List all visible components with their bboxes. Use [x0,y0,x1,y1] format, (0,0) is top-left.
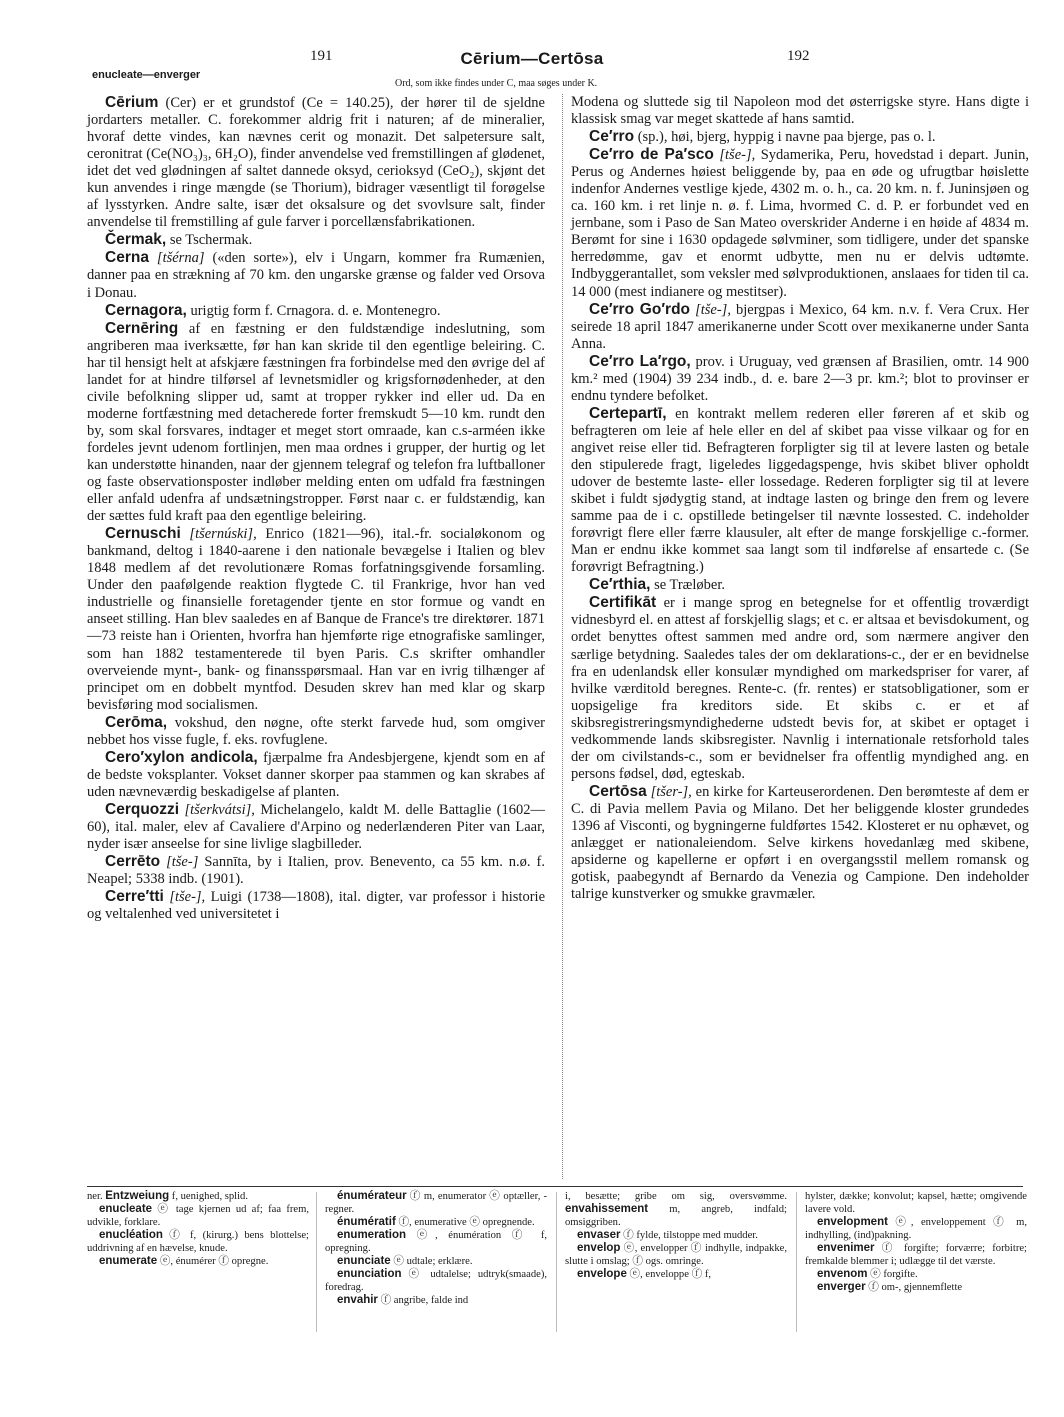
entry-text: af en fæstning er den fuldstændige indeslutning, som angriberen maa iverksætte, før han kan skride til den egentlige beleiring. C. har til hensigt helt at afskjære fæstningen fra forbindelse med den øvrige del af landet for at hindre tilførsel af levnetsmidler og krigsfornødenheder, at den civile befolkning slipper ud, samt at tropper rykker ind eller ud. Da en moderne fortfæstning med detacherede forter fremskudt 5—10 km. rundt den by, som skal forsvares, indtager et meget stort omraade, kan c.s-arméen ikke fordeles jevnt udenom fortlinjen, men maa ordnes i grupper, der hurtig og let kan understøtte hinanden, naar der gjennem telegraf og telefon fra luftballoner og faste observationsposter indløber melding enten om udfald fra fæstningen eller anfald udenfra af undsætningstropper. Først naar c. er fuldstændig, kan der sættes fuld kraft paa den egentlige beleiring. [87,320,545,525]
glossary-item [805,1281,1027,1294]
gloss-word: envenom [817,1268,868,1280]
gloss-text: ⓕ m, enumerator ⓔ optæller, -regner. [325,1191,547,1215]
headword: Cerquozzi [105,800,180,818]
gloss-word: enunciation [337,1268,402,1280]
gloss-text: ⓕ forgifte; forværre; forbitre; fremkalde blemmer i; udlægge til det værste. [805,1243,1027,1267]
headword: Certifikāt [589,594,657,612]
entry-cerretti-continued [571,94,1029,128]
entry-text: (Cer) er et grundstof (Ce = 140.25), der hører til de sjeldne jordarters metaller. C. forekommer aldrig frit i naturen; af de mineralier, hvoraf dette vindes, kan nævnes cerit og monazit. Det salpetersure salt, ceronitrat (Ce(NO₃)₃, 6H₂O), finder anvendelse ved fremstillingen af glødenet, idet det ved glødningen af saltet dannede oksyd, cerioksyd (CeO₂), skjønt det kun anvendes i ringe mængde (se Thorium), bidrager væsentligt til forøgelse af lysstyrken. Andre salte, især det oksalsure og det svovlsure salt, finder anvendelse til fremstilling af gule farver i porcellænsfabrikationen. [87,95,545,231]
entry-text: bjergpas i Mexico, 64 km. n.v. f. Vera Crux. Her seirede 18 april 1847 amerikanerne under Scott over mexikanerne under Santa Anna. [571,301,1030,352]
entry-text: Modena og sluttede sig til Napoleon mod det østerrigske styre. Hans digte i klassisk smag var meget skattede af hans samtid. [571,94,1029,128]
pronunciation: [tše-], [713,147,756,164]
gloss-text: ner. [87,1191,106,1202]
gloss-text: ⓔ, énumération ⓕ f, opregning. [325,1230,547,1254]
gloss-word: enumeration [337,1229,407,1241]
gloss-text: ⓕ fylde, tilstoppe med mudder. [620,1230,758,1241]
entry-text: prov. i Uruguay, ved grænsen af Brasilien, omtr. 14 900 km.² med (1904) 39 234 indb., d. e. bare 2—3 pr. km.²; blot to provinser er endnu tyndere befolket. [571,353,1029,404]
gloss-text: f, uenighed, splid. [169,1191,248,1202]
entry-text: en kontrakt mellem rederen eller føreren af et skib og befragteren om leie af hele eller en del af skibet paa visse vilkaar og for en angivet reise eller tid. Befragteren forpligter sig til at levere lasten og betale den stipulerede fragt, ligeledes liggedagspenge, hvis skibet bliver opholdt udover de bestemte laste- eller lossedage. Rederen forpligter sig til at levere skibet i fuldt sjødygtig stand, at indtage lasten og bringe den frem og levere samme paa de i c. opstillede betingelser til nævnte lossested. C. indeholder forøvrigt flere eller færre klausuler, alt efter de mange forskjellige c.-former. Man er endnu ikke kommet saa langt som til indførelse af ensartede c. (Se forøvrigt Befragtning.) [571,405,1029,576]
glossary-item [325,1229,547,1255]
glossary-divider [796,1192,797,1332]
glossary-item [565,1190,787,1229]
entry-cerna [87,249,545,301]
entry-cernagora [87,302,545,320]
glossary-item [325,1294,547,1307]
glossary-item [565,1242,787,1268]
glossary-rule [87,1186,1023,1187]
entry-cernuschi [87,525,545,714]
glossary-item [325,1268,547,1294]
glossary-item [87,1255,309,1268]
gloss-word: envelope [577,1268,627,1280]
entry-cerro [571,128,1029,146]
entry-cerreto [87,853,545,888]
glossary-divider [556,1192,557,1332]
glossary-item [805,1190,1027,1216]
headword: Cernēring [105,319,179,337]
entry-text: Sannīta, by i Italien, prov. Benevento, ca 55 km. n.ø. f. Neapel; 5338 indb. (1901). [87,854,545,888]
glossary-item [805,1242,1027,1268]
headword: Ce′rro [589,128,635,146]
entry-text: en kirke for Karteuserordenen. Den berømteste af dem er C. di Pavia mellem Pavia og Milano. Det her beliggende kloster grundedes 1396 af Visconti, og bygningerne fuldførtes 1542. Klosteret er nu ophævet, og anlægget er nationaleiendom. Selve kirkens hovedanlæg med skibene, apsiderne og kapellerne er opført i en overgangsstil mellem romansk og gotisk, paabegyndt af Bernardo da Venezia og Campione. Den indeholder talrige kunstverker og smukke gravmæler. [571,783,1029,903]
entry-cerro-de-pasco [571,146,1029,300]
gloss-word: Entzweiung [105,1190,170,1202]
entry-cerretti [87,888,545,923]
gloss-word: envahir [337,1294,378,1306]
page-number-right: 192 [787,48,810,64]
gloss-word: enunciate [337,1255,391,1267]
entry-text: fjærpalme fra Andesbjergene, kjendt som en af de bedste voksplanter. Vokset danner skorper paa stammen og kan skrabes af uden nævneværdig beskadigelse af planten. [87,749,545,800]
glossary-item [565,1229,787,1242]
glossary-item [87,1203,309,1229]
entry-certhia [571,576,1029,594]
gloss-word: enverger [817,1281,866,1293]
glossary-divider [316,1192,317,1332]
glossary-item [565,1268,787,1281]
gloss-text: ⓔ udtalelse; udtryk(smaade), foredrag. [325,1269,547,1293]
entry-text: Michelangelo, kaldt M. delle Battaglie (1602—60), ital. maler, elev af Cavaliere d'Arpino og nederlænderen Piter van Laar, nyder især anseelse for sine livlige slagbilleder. [87,801,545,853]
entry-ceroma [87,714,545,749]
headword: Cerre′tti [105,888,164,906]
header-note: Ord, som ikke findes under C, maa søges under K. [395,78,598,89]
gloss-text: ⓔ tage kjernen ud af; faa frem, udvikle, forklare. [87,1204,309,1228]
left-column [87,94,545,923]
gloss-word: énumératif [337,1216,396,1228]
gloss-word: envelop [577,1242,621,1254]
glossary-item [87,1229,309,1255]
entry-certifikat [571,594,1029,783]
gloss-word: envaser [577,1229,621,1241]
glossary-item [325,1190,547,1216]
entry-text: Enrico (1821—96), ital.-fr. socialøkonom og bankmand, deltog i 1840-aarene i den nationale bevægelse i Italien og blev 1848 medlem af det revolutionære Romas forfatningsgivende forsamling. Under den paafølgende reaktion flygtede C. til Frankrige, hvor han ved industrielle og finansielle foretagender tjente en stor formue og vandt en anseet stilling. Han blev saaledes en af Banque de France's tre direktører. 1871—73 reiste han i Orienten, hvorfra han hjemførte rige etnografiske samlinger, som han 1882 testamenterede til byen Paris. C.s skrifter omhandler overveiende mynt-, bank- og finansspørsmaal. Han var en ivrig tilhænger af principet om en dobbelt myntfod. Desuden skrev han med klar og skarp bevisføring mod socialismen. [87,526,545,713]
headword: Cerōma, [105,713,168,731]
gloss-text: ⓔ, envelopper ⓕ indhylle, indpakke, slutte i omslag; ⓕ ogs. omringe. [565,1243,787,1267]
pronunciation: [tšerkvátsi], [179,801,255,818]
gloss-text: ⓕ f, (kirurg.) bens blottelse; uddrivning af en hævelse, knude. [87,1230,309,1254]
gloss-text: i, besætte; gribe om sig, oversvømme. [565,1191,787,1202]
guide-words: enucleate—enverger [92,69,201,81]
gloss-text: ⓔ forgifte. [867,1269,918,1280]
entry-text: se Træløber. [650,577,725,594]
gloss-text: ⓔ, énumérer ⓕ opregne. [157,1256,269,1267]
gloss-word: envelopment [817,1216,888,1228]
entry-text: er i mange sprog en betegnelse for et offentlig troværdigt vidnesbyrd el. en attest af forskjellig slags; et c. er altsaa et bevisdokument, og ordet benyttes oftest sammen med andre ord, som nærmere angiver den særlige betydning. Saaledes tales der om deklarations-c., der er en bevidnelse fra en udenlandsk eller konsulær myndighed om markedspriser for varer, af hvilke værditold beregnes. Rente-c. (fr. rentes) er statsobligationer, som er uopsigelige fra kreditors side. Et skibs c. er et af skibsregistreringsmyndighederne udstedt bevis for, at skibet er optaget i vedkommende lands skibsregister. Navnlig i internationale retsforhold tales der om civilstands-c., som er bevidnelser fra offentlig myndighed ang. en persons fødsel, død, egteskab. [571,595,1029,782]
gloss-word: enucléation [99,1229,163,1241]
entry-cermak [87,231,545,249]
glossary-item [325,1216,547,1229]
glossary-column-2 [325,1190,547,1307]
entry-text: se Tschermak. [166,232,253,249]
running-title: Cērium—Certōsa [460,49,604,68]
glossary-item [805,1268,1027,1281]
headword: Certōsa [589,782,647,800]
entry-text: (sp.), høi, bjerg, hyppig i navne paa bjerge, pas o. l. [634,129,936,146]
headword: Ce′rro de Pa′sco [589,146,714,164]
glossary-column-1 [87,1190,309,1268]
entry-cerro-largo [571,353,1029,405]
right-column [571,94,1029,903]
page-number-left: 191 [310,48,333,64]
glossary-item [805,1216,1027,1242]
entry-certosa [571,783,1029,903]
gloss-word: enumerate [99,1255,158,1267]
gloss-word: enucleate [99,1203,153,1215]
pronunciation: [tšernúski], [180,526,257,543]
headword: Cerna [105,249,149,267]
headword: Ce′rro La′rgo, [589,352,691,370]
gloss-word: envahissement [565,1203,649,1215]
headword: Cērium [105,94,159,111]
gloss-text: ⓕ, enumerative ⓔ opregnende. [395,1217,535,1228]
gloss-text: ⓕ angribe, falde ind [377,1295,469,1306]
gloss-word: envenimer [817,1242,875,1254]
entry-certeparti [571,405,1029,576]
headword: Čermak, [105,231,167,249]
headword: Ce′rthia, [589,576,651,594]
entry-text: vokshud, den nøgne, ofte sterkt farvede hud, som omgiver nebbet hos visse fugle, f. eks. rovfuglene. [87,714,545,748]
pronunciation: [tše-], [690,301,731,318]
entry-cerium [87,94,545,231]
gloss-text: ⓔ udtale; erklære. [390,1256,473,1267]
gloss-text: m, angreb, indfald; omsiggriben. [565,1204,787,1228]
entry-cerro-gordo [571,301,1029,353]
headword: Cernagora, [105,301,187,319]
entry-cernering [87,320,545,526]
pronunciation: [tšer-], [646,783,692,800]
gloss-text: ⓔ, enveloppement ⓕ m, indhylling, (ind)pakning. [805,1217,1027,1241]
gloss-text: ⓔ, enveloppe ⓕ f, [626,1269,711,1280]
entry-text: («den sorte»), elv i Ungarn, kommer fra Rumænien, danner paa en strækning af 70 km. den ungarske grænse og falder ved Orsova i Donau. [87,250,545,301]
glossary-item [87,1190,309,1203]
glossary-column-3 [565,1190,787,1281]
entry-cerquozzi [87,801,545,853]
headword: Cero′xylon andicola, [105,748,258,766]
glossary-column-4 [805,1190,1027,1294]
column-divider [562,94,563,1179]
glossary-item [325,1255,547,1268]
gloss-word: énumérateur [337,1190,407,1202]
headword: Certepartī, [589,404,667,422]
gloss-text: hylster, dække; konvolut; kapsel, hætte; omgivende lavere vold. [805,1191,1027,1215]
pronunciation: [tšérna] [148,250,205,267]
headword: Cernuschi [105,525,181,543]
headword: Cerrēto [105,853,161,871]
entry-text: Luigi (1738—1808), ital. digter, var professor i historie og veltalenhed ved universitetet i [87,889,545,923]
pronunciation: [tše-] [160,854,199,871]
entry-ceroxylon [87,749,545,801]
gloss-text: ⓕ om-, gjennemflette [865,1282,963,1293]
entry-text: Sydamerika, Peru, hovedstad i depart. Junin, Perus og Andernes høiest beliggende by, paa en øde og ufrugtbar høislette indenfor Andernes vestlige kjede, 4302 m. o. h., ca. 20 km. n. f. Juninsjøen og ca. 160 km. i ret linje n. ø. f. Lima, hvormed C. d. P. er forbundet ved en jernbane, som i Paso de San Mateo overskrider Anderne i en høide af 4834 m. Berømt for sine i 1630 opdagede sølvminer, som tidligere, under det spanske herredømme, gav et enormt udbytte, men nu er delvis udtømte. Indbyggerantallet, som veksler med sølvproduktionen, anslaaes for tiden til ca. 14 000 (mest indianere og mestitser). [571,147,1029,300]
headword: Ce′rro Go′rdo [589,300,691,318]
entry-text: urigtig form f. Crnagora. d. e. Montenegro. [186,302,441,319]
pronunciation: [tše-], [163,889,206,906]
